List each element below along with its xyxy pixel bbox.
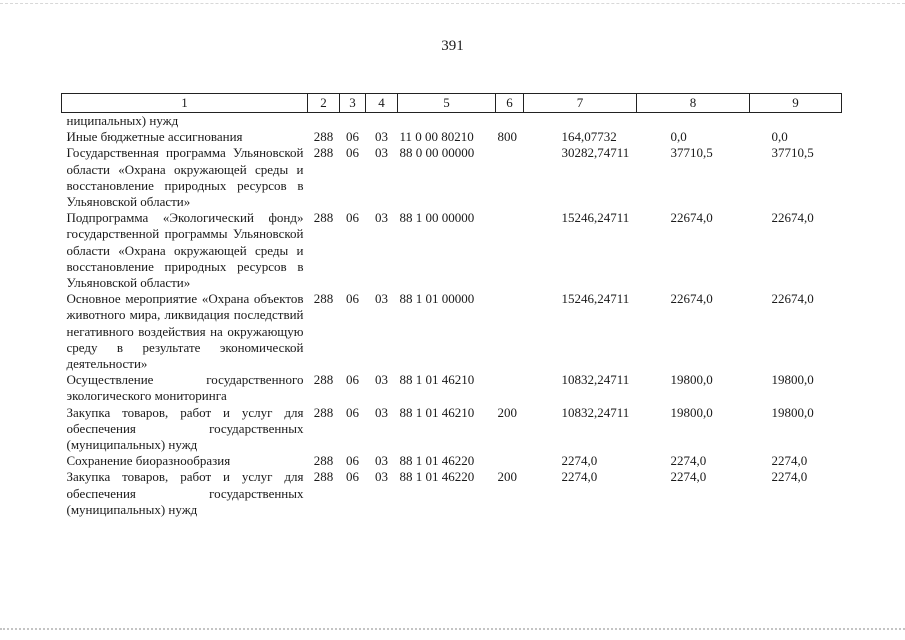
table-row	[62, 113, 842, 130]
table-row	[62, 405, 842, 454]
row-subsection-code: 03	[375, 372, 388, 388]
row-amount-2	[637, 113, 750, 130]
row-section-code: 06	[346, 129, 359, 145]
row-amount-1	[524, 113, 637, 130]
row-subsection-code: 03	[375, 145, 388, 161]
row-name: Закупка товаров, работ и услуг для обеспечения государственных (муниципальных) нужд	[66, 404, 304, 453]
row-amount-1: 15246,24711	[561, 291, 630, 307]
row-adm-code: 288	[313, 404, 334, 420]
table-row	[62, 291, 842, 372]
table-header	[62, 94, 842, 113]
row-adm-code: 288	[313, 372, 334, 388]
row-amount-1: 10832,24711	[561, 404, 630, 420]
row-target-code: 88 1 01 46210	[399, 404, 475, 420]
row-amount-1: 10832,24711	[561, 372, 630, 388]
row-adm-code: 288	[313, 145, 334, 161]
header-cell: 9	[750, 94, 842, 113]
row-adm-code: 288	[313, 210, 334, 226]
table-row	[62, 145, 842, 210]
row-name: Иные бюджетные ассигнования	[66, 129, 243, 145]
row-amount-2: 19800,0	[670, 404, 713, 420]
row-name: Осуществление государственного экологического мониторинга	[66, 372, 304, 404]
row-section-code: 06	[346, 453, 359, 469]
row-subsection-code: 03	[375, 291, 388, 307]
row-expense-type: 800	[497, 129, 517, 145]
table-row	[62, 210, 842, 291]
row-name: Закупка товаров, работ и услуг для обеспечения государственных (муниципальных) нужд	[66, 469, 304, 517]
header-cell: 7	[524, 94, 637, 113]
row-amount-1: 30282,74711	[561, 145, 630, 161]
row-target-code: 88 1 00 00000	[399, 210, 475, 226]
row-expense-type	[496, 291, 524, 372]
row-amount-3: 2274,0	[771, 469, 808, 485]
row-amount-2: 22674,0	[670, 210, 713, 226]
row-subsection-code: 03	[375, 129, 388, 145]
table-row	[62, 129, 842, 145]
row-target-code: 88 0 00 00000	[399, 145, 475, 161]
budget-table	[61, 93, 842, 518]
row-amount-1: 2274,0	[561, 469, 598, 485]
table-row	[62, 453, 842, 469]
row-adm-code: 288	[313, 291, 334, 307]
table-body	[62, 113, 842, 519]
row-target-code: 88 1 01 46220	[399, 453, 475, 469]
row-target-code: 11 0 00 80210	[399, 129, 474, 145]
table-row	[62, 372, 842, 404]
row-subsection-code	[366, 113, 398, 130]
row-amount-2: 2274,0	[670, 453, 707, 469]
row-section-code: 06	[346, 372, 359, 388]
row-amount-3: 2274,0	[771, 453, 808, 469]
row-subsection-code: 03	[375, 469, 388, 485]
row-section-code: 06	[346, 469, 359, 485]
table-row	[62, 469, 842, 518]
row-amount-3: 37710,5	[771, 145, 814, 161]
row-name: Основное мероприятие «Охрана объектов животного мира, ликвидация последствий негативного воздействия на окружающую среду в результате экономической деятельности»	[66, 291, 304, 372]
row-amount-3: 22674,0	[771, 291, 814, 307]
header-cell: 3	[340, 94, 366, 113]
row-subsection-code: 03	[375, 210, 388, 226]
row-amount-3: 19800,0	[771, 404, 814, 420]
row-name: Подпрограмма «Экологический фонд» государственной программы Ульяновской области «Охрана окружающей среды и восстановление природных ресурсов в Ульяновской области»	[66, 210, 304, 291]
row-name: ниципальных) нужд	[66, 113, 179, 128]
header-cell: 1	[62, 94, 308, 113]
row-amount-3: 19800,0	[771, 372, 814, 388]
row-adm-code: 288	[313, 129, 334, 145]
row-section-code	[340, 113, 366, 130]
row-target-code: 88 1 01 46220	[399, 469, 475, 485]
row-amount-1: 15246,24711	[561, 210, 630, 226]
row-amount-1: 164,07732	[561, 129, 617, 145]
row-target-code: 88 1 01 00000	[399, 291, 475, 307]
row-section-code: 06	[346, 210, 359, 226]
row-expense-type	[496, 210, 524, 291]
row-target-code	[398, 113, 496, 130]
row-expense-type	[496, 453, 524, 469]
row-amount-2: 37710,5	[670, 145, 713, 161]
row-section-code: 06	[346, 291, 359, 307]
row-adm-code: 288	[313, 453, 334, 469]
row-amount-3: 0,0	[771, 129, 788, 145]
header-cell: 5	[398, 94, 496, 113]
scan-edge-bottom	[0, 628, 905, 630]
row-expense-type	[496, 372, 524, 404]
row-expense-type: 200	[497, 404, 517, 420]
row-expense-type	[496, 145, 524, 210]
row-adm-code: 288	[313, 469, 334, 485]
row-amount-3	[750, 113, 842, 130]
scan-edge-top	[0, 3, 905, 4]
row-subsection-code: 03	[375, 453, 388, 469]
row-amount-3: 22674,0	[771, 210, 814, 226]
row-name: Государственная программа Ульяновской области «Охрана окружающей среды и восстановление природных ресурсов в Ульяновской области»	[66, 145, 304, 210]
header-cell: 4	[366, 94, 398, 113]
row-amount-1: 2274,0	[561, 453, 598, 469]
row-amount-2: 22674,0	[670, 291, 713, 307]
row-section-code: 06	[346, 404, 359, 420]
row-subsection-code: 03	[375, 404, 388, 420]
header-cell: 2	[308, 94, 340, 113]
row-expense-type: 200	[497, 469, 517, 485]
row-section-code: 06	[346, 145, 359, 161]
row-amount-2: 19800,0	[670, 372, 713, 388]
header-row	[62, 94, 842, 113]
header-cell: 8	[637, 94, 750, 113]
row-amount-2: 0,0	[670, 129, 687, 145]
row-adm-code	[308, 113, 340, 130]
row-amount-2: 2274,0	[670, 469, 707, 485]
header-cell: 6	[496, 94, 524, 113]
row-target-code: 88 1 01 46210	[399, 372, 475, 388]
page-number: 391	[441, 38, 464, 54]
row-name: Сохранение биоразнообразия	[66, 453, 231, 469]
row-expense-type	[496, 113, 524, 130]
